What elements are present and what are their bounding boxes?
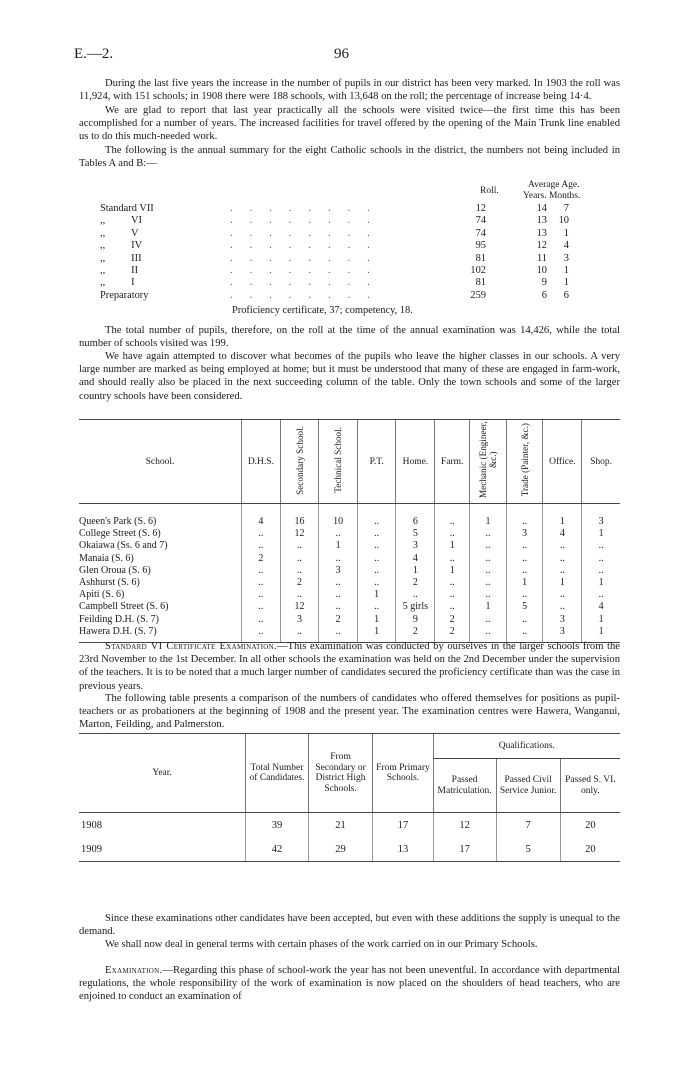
school-name-cell: Queen's Park (S. 6) — [79, 516, 157, 528]
standard-age-years: 9 — [541, 277, 547, 289]
table-cell: 16 — [280, 504, 319, 529]
standard-age-months: 1 — [563, 277, 569, 289]
table-cell: .. — [396, 589, 435, 601]
standard-roll: 95 — [475, 240, 486, 252]
paragraph-sixth-standard-exam — [79, 640, 620, 693]
table-row — [79, 614, 620, 626]
standard-name: ,, III — [100, 252, 142, 264]
table-cell: 4 — [582, 601, 620, 613]
leader-dots: ........ — [230, 240, 387, 252]
table-cell: .. — [470, 565, 507, 577]
table-cell: .. — [319, 553, 358, 565]
standard-age-months: 3 — [563, 252, 569, 264]
page-number: 96 — [334, 46, 349, 62]
table-cell: 5 — [506, 601, 543, 613]
table-cell: .. — [543, 589, 582, 601]
table-cell: .. — [470, 626, 507, 643]
table-cell: .. — [280, 589, 319, 601]
th-from-primary: From Primary Schools. — [373, 734, 433, 813]
table-cell: 3 — [506, 528, 543, 540]
standards-row — [100, 240, 620, 253]
table-cell: .. — [506, 626, 543, 643]
standards-row — [100, 228, 620, 241]
table-cell: 4 — [396, 553, 435, 565]
table-cell: 17 — [373, 813, 433, 838]
leader-dots: ........ — [230, 203, 387, 214]
table-cell: .. — [470, 553, 507, 565]
table-cell: .. — [543, 553, 582, 565]
standard-age-years: 12 — [536, 240, 547, 252]
standard-age-months: 1 — [563, 227, 569, 239]
table-row — [79, 553, 620, 565]
table-cell: 1 — [582, 528, 620, 540]
table-cell: 3 — [543, 614, 582, 626]
table-cell: 4 — [543, 528, 582, 540]
table-cell: .. — [470, 577, 507, 589]
table-row — [79, 504, 620, 529]
table-cell: .. — [241, 589, 280, 601]
table-cell: 1 — [582, 614, 620, 626]
table-cell: .. — [470, 614, 507, 626]
table-row — [79, 589, 620, 601]
standard-age-months: 10 — [558, 215, 569, 227]
table-cell: .. — [241, 601, 280, 613]
standard-age-years: 11 — [536, 252, 547, 264]
table-cell: 1 — [470, 601, 507, 613]
paragraph-catholic-intro: The following is the annual summary for the eight Catholic schools in the district, the numbers not being included in Tables A and B:— — [79, 145, 620, 170]
standard-age-months: 1 — [563, 265, 569, 276]
paragraph-supply: Since these examinations other candidates have been accepted, but even with these additions the supply is unequal to the demand. — [79, 913, 620, 938]
standard-roll: 102 — [470, 265, 486, 276]
table-cell: 42 — [246, 837, 309, 862]
th-qualifications: Qualifications. — [433, 734, 620, 759]
table-cell: 21 — [308, 813, 372, 838]
table-row — [79, 528, 620, 540]
th-civil-service: Passed Civil Service Junior. — [496, 759, 560, 813]
table-cell: .. — [241, 626, 280, 643]
table-cell: 20 — [560, 813, 620, 838]
th-total: Total Number of Candidates. — [246, 734, 309, 813]
table-cell: 1 — [582, 626, 620, 643]
standard-name: ,, VI — [100, 215, 142, 227]
table-cell: 20 — [560, 837, 620, 862]
col-roll-header: Roll. — [480, 186, 499, 196]
standard-roll: 81 — [475, 252, 486, 264]
paragraph-primary-schools: We shall now deal in general terms with certain phases of the work carried on in our Primary Schools. — [105, 939, 538, 950]
th-mechanic: Mechanic (Engineer, &c.) — [470, 420, 507, 504]
table-cell: .. — [357, 553, 396, 565]
standards-row — [100, 253, 620, 266]
table-cell: 3 — [582, 504, 620, 529]
table-row — [79, 577, 620, 589]
table-cell: 3 — [396, 540, 435, 552]
table-cell: .. — [506, 614, 543, 626]
table-cell: .. — [582, 589, 620, 601]
section-code: E.—2. — [74, 46, 114, 62]
standard-age-years: 10 — [536, 265, 547, 276]
standards-row — [100, 277, 620, 290]
table-cell: 1 — [582, 577, 620, 589]
leader-dots: ........ — [230, 277, 387, 289]
table-cell: 1 — [396, 565, 435, 577]
th-from-secondary: From Secondary or District High Schools. — [308, 734, 372, 813]
table-cell: 1 — [357, 614, 396, 626]
standards-row — [100, 265, 620, 278]
standards-row — [100, 215, 620, 228]
table-cell: .. — [357, 601, 396, 613]
standard-roll: 74 — [475, 227, 486, 239]
table-cell: .. — [241, 614, 280, 626]
th-year: Year. — [79, 734, 246, 813]
th-s6-only: Passed S. VI. only. — [560, 759, 620, 813]
standard-name: Standard VII — [100, 203, 154, 214]
standard-age-years: 6 — [541, 289, 547, 301]
th-matriculation: Passed Matriculation. — [433, 759, 496, 813]
table-cell: .. — [506, 589, 543, 601]
table-cell: 4 — [241, 504, 280, 529]
paragraph-total-pupils: The total number of pupils, therefore, on the roll at the time of the annual examination was 14,426, while the total number of schools visited was 199. — [79, 325, 620, 350]
leader-dots: ........ — [230, 289, 387, 301]
standard-name: ,, V — [100, 227, 139, 239]
table-cell: 12 — [280, 528, 319, 540]
table-cell: 5 — [396, 528, 435, 540]
table-cell: 6 — [396, 504, 435, 529]
table-cell: 7 — [496, 813, 560, 838]
candidates-table — [79, 733, 620, 862]
table-cell: 1 — [470, 504, 507, 529]
table-row — [79, 601, 620, 613]
table-cell: 29 — [308, 837, 372, 862]
standard-age-years: 14 — [536, 203, 547, 214]
table-cell: 3 — [543, 626, 582, 643]
th-secondary: Secondary School. — [280, 420, 319, 504]
table-cell: 2 — [435, 614, 470, 626]
standard-roll: 81 — [475, 277, 486, 289]
table-cell: 2 — [319, 614, 358, 626]
table-cell: .. — [435, 577, 470, 589]
standard-name: Preparatory — [100, 289, 149, 301]
table-cell: .. — [241, 577, 280, 589]
table-cell: 12 — [433, 813, 496, 838]
table-cell: .. — [319, 601, 358, 613]
table-cell: 1 — [357, 626, 396, 643]
table-cell: 3 — [280, 614, 319, 626]
table-cell: 1 — [435, 540, 470, 552]
table-cell: .. — [582, 565, 620, 577]
leader-dots: ........ — [230, 265, 387, 276]
table-cell: .. — [241, 565, 280, 577]
table-cell: .. — [435, 589, 470, 601]
table-cell: .. — [506, 504, 543, 529]
th-pt: P.T. — [357, 420, 396, 504]
table-cell: 5 girls — [396, 601, 435, 613]
table-cell: .. — [543, 601, 582, 613]
standard-age-months: 4 — [563, 240, 569, 252]
th-farm: Farm. — [435, 420, 470, 504]
table-cell: 13 — [373, 837, 433, 862]
table-cell: .. — [319, 626, 358, 643]
leader-dots: ........ — [230, 227, 387, 239]
standard-age-months: 7 — [563, 203, 569, 214]
standard-age-months: 6 — [563, 289, 569, 301]
school-name-cell: Campbell Street (S. 6) — [79, 601, 169, 613]
table-cell: .. — [319, 589, 358, 601]
school-name-cell: Manaia (S. 6) — [79, 552, 134, 564]
table-cell: .. — [280, 553, 319, 565]
table-cell: 3 — [319, 565, 358, 577]
table-cell: 17 — [433, 837, 496, 862]
table-cell: .. — [280, 565, 319, 577]
table-cell: 9 — [396, 614, 435, 626]
destinations-table — [79, 419, 620, 643]
table-cell: 2 — [396, 626, 435, 643]
table-cell: .. — [470, 540, 507, 552]
table-cell: 2 — [396, 577, 435, 589]
standards-row — [100, 203, 620, 216]
table-cell: 12 — [280, 601, 319, 613]
school-name-cell: Okaiawa (Ss. 6 and 7) — [79, 540, 168, 552]
col-years-months-header: Years. Months. — [523, 191, 581, 201]
standard-roll: 12 — [475, 203, 486, 214]
table-cell: 2 — [280, 577, 319, 589]
school-name-cell: Glen Oroua (S. 6) — [79, 564, 151, 576]
paragraph-sixth-standard-text: —This examination was conducted by ourselves in the larger schools from the 23rd November to the 1st December. In all other schools the examination was held on the 2nd December under the supervision of the teachers. It is to be noted that a much larger number of candidates secured the proficiency certificate than was the case in previous years. — [79, 641, 620, 692]
table-cell: .. — [435, 528, 470, 540]
table-cell: .. — [582, 540, 620, 552]
year-cell: 1909 — [79, 837, 246, 862]
leader-dots: ........ — [230, 252, 387, 264]
year-cell: 1908 — [81, 819, 102, 831]
heading-standard-vi: Standard VI Certificate Examination. — [105, 641, 277, 652]
table-cell: .. — [543, 565, 582, 577]
standard-age-years: 13 — [536, 227, 547, 239]
table-cell: .. — [319, 528, 358, 540]
paragraph-roll-increase: During the last five years the increase in the number of pupils in our district has been very marked. In 1903 the roll was 11,924, with 151 schools; in 1908 there were 188 schools, with 13,648 on the roll; the percentage of increase being 14·4. — [79, 78, 620, 103]
th-technical: Technical School. — [319, 420, 358, 504]
table-cell: .. — [506, 553, 543, 565]
table-cell: 39 — [246, 813, 309, 838]
table-cell: .. — [435, 504, 470, 529]
table-cell: .. — [241, 528, 280, 540]
table-cell: 5 — [496, 837, 560, 862]
table-cell: .. — [280, 540, 319, 552]
table-cell: .. — [543, 540, 582, 552]
standard-roll: 74 — [475, 215, 486, 227]
standard-roll: 259 — [470, 289, 486, 301]
school-name-cell: Ashhurst (S. 6) — [79, 577, 140, 589]
heading-examination: Examination. — [105, 965, 163, 976]
table-cell: .. — [357, 504, 396, 529]
th-trade: Trade (Painter, &c.) — [506, 420, 543, 504]
table-cell: .. — [506, 565, 543, 577]
table-cell: 10 — [319, 504, 358, 529]
th-home: Home. — [396, 420, 435, 504]
paragraph-comparison: The following table presents a comparison of the numbers of candidates who offered themselves for positions as pupil-teachers or as probationers at the beginning of 1908 and the present year. The examination centres were Hawera, Wanganui, Marton, Feilding, and Palmerston. — [79, 693, 620, 731]
paragraph-visits: We are glad to report that last year practically all the schools were visited twice—the first time this has been accomplished for a number of years. The increased facilities for travel offered by the opening of the Main Trunk line enabled us to do this much-needed work. — [79, 105, 620, 143]
table-cell: 2 — [435, 626, 470, 643]
th-office: Office. — [543, 420, 582, 504]
table-cell: .. — [435, 601, 470, 613]
table-cell: .. — [357, 565, 396, 577]
table-row — [79, 837, 620, 862]
table-cell: .. — [357, 528, 396, 540]
table-cell: .. — [241, 540, 280, 552]
table-cell: 1 — [435, 565, 470, 577]
table-cell: 1 — [357, 589, 396, 601]
th-school: School. — [79, 420, 241, 504]
school-name-cell: Apiti (S. 6) — [79, 589, 125, 601]
col-average-age-header: Average Age. — [528, 180, 580, 190]
school-name-cell: Feilding D.H. (S. 7) — [79, 613, 159, 625]
table-cell: .. — [357, 540, 396, 552]
table-row — [79, 565, 620, 577]
table-cell: .. — [280, 626, 319, 643]
standard-age-years: 13 — [536, 215, 547, 227]
table-row — [79, 813, 620, 838]
table-cell: 1 — [543, 577, 582, 589]
th-shop: Shop. — [582, 420, 620, 504]
table-cell: .. — [470, 589, 507, 601]
table-cell: .. — [319, 577, 358, 589]
paragraph-examination — [79, 964, 620, 1004]
table-row — [79, 540, 620, 552]
table-cell: .. — [582, 553, 620, 565]
school-name-cell: Hawera D.H. (S. 7) — [79, 626, 241, 643]
table-cell: .. — [506, 540, 543, 552]
table-cell: 2 — [241, 553, 280, 565]
th-dhs: D.H.S. — [241, 420, 280, 504]
table-cell: 1 — [319, 540, 358, 552]
paragraph-examination-text: —Regarding this phase of school-work the year has not been uneventful. In accordance with departmental regulations, the whole responsibility of the work of examination is now placed on the shoulders of head teachers, who are enjoined to conduct an examination of — [79, 965, 620, 1003]
table-cell: .. — [435, 553, 470, 565]
leader-dots: ........ — [230, 215, 387, 227]
table-cell: .. — [357, 577, 396, 589]
proficiency-note: Proficiency certificate, 37; competency, 18. — [232, 305, 413, 316]
table-cell: 1 — [506, 577, 543, 589]
school-name-cell: College Street (S. 6) — [79, 528, 161, 540]
standards-row — [100, 290, 620, 303]
standard-name: ,, IV — [100, 240, 143, 252]
standard-name: ,, I — [100, 277, 135, 289]
standard-name: ,, II — [100, 265, 139, 276]
table-cell: .. — [470, 528, 507, 540]
paragraph-leavers: We have again attempted to discover what becomes of the pupils who leave the higher classes in our schools. A very large number are marked as being employed at home; but it must be understood that many of these are engaged in farm-work, and should really also be placed in the next succeeding column of the table. Only the town schools and some of the larger country schools have been considered. — [79, 351, 620, 402]
table-cell: 1 — [543, 504, 582, 529]
